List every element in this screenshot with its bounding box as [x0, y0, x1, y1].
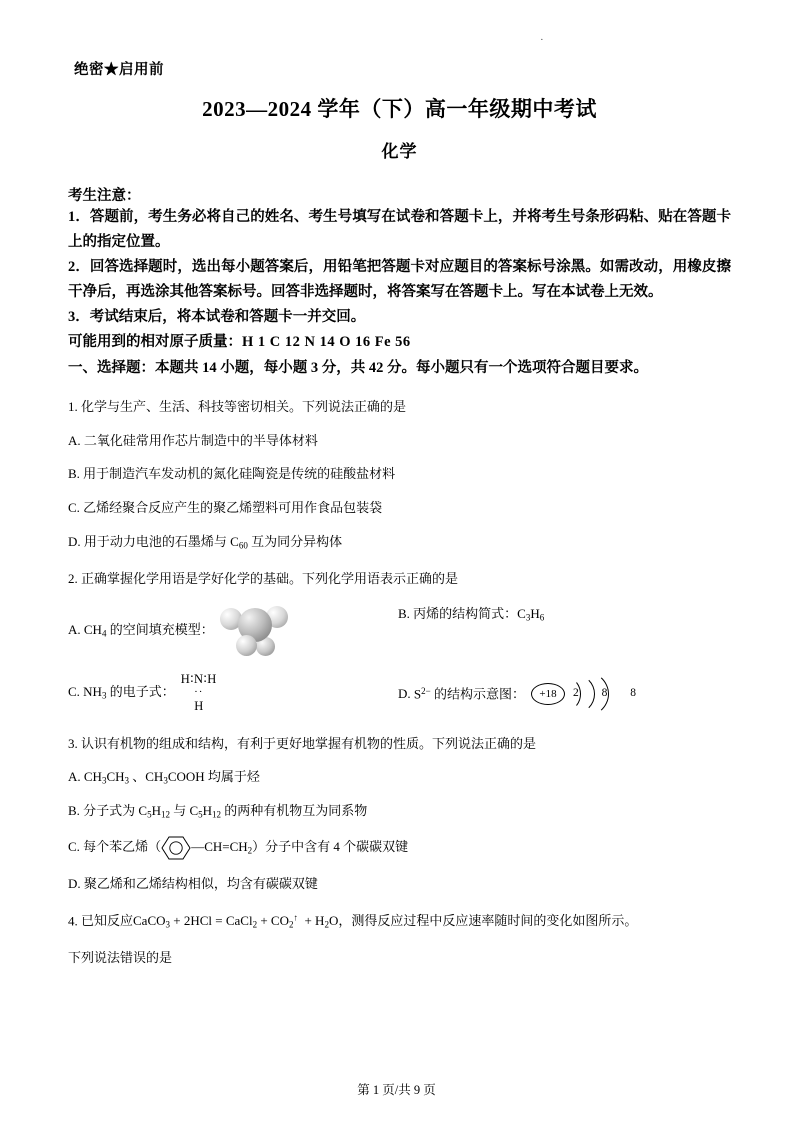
option-label: C.: [68, 500, 80, 516]
question-3-option-b: [68, 801, 731, 822]
option-text: 聚乙烯和乙烯结构相似，均含有碳碳双键: [83, 875, 318, 891]
question-4-text: 已知反应CaCO$_3$ + 2HCl = CaCl$_2$ + $CO_2^↑ + H_2O$，测得反应过程中反应速率随时间的变化如图所示。: [81, 912, 638, 930]
sulfide-ion-structure-diagram-icon: [531, 672, 651, 718]
question-2-option-b: [398, 604, 728, 625]
option-label: B.: [68, 466, 80, 482]
page-title: 2023—2024 学年（下）高一年级期中考试: [202, 97, 597, 121]
option-text: $CH_3CH_3$ 、$CH_3COOH$ 均属于烃: [83, 769, 260, 786]
option-label: D.: [398, 686, 411, 702]
question-2-text: 正确掌握化学用语是学好化学的基础。下列化学用语表示正确的是: [81, 570, 459, 586]
option-label: A.: [68, 432, 81, 448]
question-4-number: 4.: [68, 913, 78, 929]
question-3-option-c: [68, 835, 731, 861]
option-label: C.: [68, 839, 80, 855]
option-text-tail: ）分子中含有 4 个碳碳双键: [252, 839, 409, 855]
option-label: A.: [68, 622, 81, 638]
option-text: 每个苯乙烯（: [79, 839, 162, 855]
page-top-dot-mark: ·: [540, 34, 544, 46]
question-2-option-d: [398, 672, 728, 718]
notice-heading: 考生注意：: [68, 188, 141, 204]
question-2-option-row-2: [68, 672, 731, 718]
option-label: D.: [68, 533, 81, 549]
option-text: 二氧化硅常用作芯片制造中的半导体材料: [83, 432, 318, 448]
question-1-option-a: [68, 431, 731, 452]
question-3-option-d: [68, 874, 731, 895]
option-label: C.: [68, 684, 80, 700]
question-1-text: 化学与生产、生活、科技等密切相关。下列说法正确的是: [81, 398, 407, 414]
question-3-text: 认识有机物的组成和结构，有利于更好地掌握有机物的性质。下列说法正确的是: [81, 735, 537, 751]
question-1-option-c: [68, 498, 731, 519]
question-1-number: 1.: [68, 398, 78, 414]
option-text: $S^{2-}$ 的结构示意图：: [413, 685, 525, 702]
subject-title: 化学: [381, 142, 418, 161]
option-text: 用于动力电池的石墨烯与 $C_{60}$ 互为同分异构体: [83, 533, 343, 551]
option-text: 用于制造汽车发动机的氮化硅陶瓷是传统的硅酸盐材料: [83, 466, 396, 482]
lewis-row-bottom: H: [194, 699, 204, 714]
option-label: A.: [68, 769, 81, 785]
question-4-stem: [68, 911, 731, 932]
lewis-row-top: H∶N∶H: [180, 671, 217, 686]
notice-item-2: 2．回答选择题时，选出每小题答案后，用铅笔把答题卡对应题目的答案标号涂黑。如需改动，用橡皮擦干净后，再选涂其他答案标号。回答非选择题时，将答案写在答题卡上。写在本试卷上无效。: [68, 258, 731, 300]
question-2-option-row-1: [68, 604, 731, 658]
nucleus-charge-label: +18: [531, 683, 565, 705]
question-3-stem: [68, 734, 731, 755]
page-footer: 第 1 页/共 9 页: [357, 1083, 436, 1097]
question-1-option-b: [68, 464, 731, 485]
hydrogen-atom-ball: [236, 635, 257, 656]
styrene-structure-icon: [161, 835, 252, 861]
relative-mass-label: 可能用到的相对原子质量：: [68, 333, 242, 350]
relative-atomic-mass-line: [68, 330, 731, 355]
relative-mass-values: H 1 C 12 N 14 O 16 Fe 56: [242, 333, 411, 350]
option-text: 分子式为 $C_5H_{12}$ 与 $C_5H_{12}$ 的两种有机物互为同系物: [83, 803, 368, 820]
question-1-stem: [68, 397, 731, 418]
section-heading-choice: 一、选择题：本题共 14 小题，每小题 3 分，共 42 分。每小题只有一个选项符合题目要求。: [68, 359, 648, 376]
question-3-number: 3.: [68, 735, 78, 751]
benzene-ring-icon: [161, 835, 191, 861]
shell-electron-counts: 2 8 8: [572, 686, 646, 699]
question-3-option-a: [68, 767, 731, 788]
ch4-space-filling-model-icon: [218, 604, 292, 658]
vinyl-group-label: $—CH=CH_2$: [191, 839, 253, 856]
question-2-number: 2.: [68, 570, 78, 586]
lewis-lone-pair-dots: ··: [194, 686, 204, 699]
option-text: 乙烯经聚合反应产生的聚乙烯塑料可用作食品包装袋: [83, 500, 383, 516]
question-2-option-c: [68, 672, 398, 714]
option-text: $CH_4$ 的空间填充模型：: [83, 622, 214, 639]
notice-item-1: 1．答题前，考生务必将自己的姓名、考生号填写在试卷和答题卡上，并将考生号条形码粘、贴在答题卡上的指定位置。: [68, 209, 731, 250]
question-2-option-a: [68, 604, 398, 658]
option-label: B.: [68, 803, 80, 819]
notice-item-3: 3．考试结束后，将本试卷和答题卡一并交回。: [68, 308, 366, 325]
option-text: 丙烯的结构简式：$C_3H_6$: [413, 605, 545, 622]
option-label: B.: [398, 605, 410, 621]
question-2-stem: [68, 569, 731, 590]
secret-label: 绝密★启用前: [74, 62, 164, 78]
nh3-electron-formula-icon: [181, 672, 217, 714]
option-text: $NH_3$ 的电子式：: [83, 684, 175, 701]
question-1-option-d: [68, 532, 731, 553]
option-label: D.: [68, 875, 81, 891]
question-4-stem-tail: 下列说法错误的是: [68, 949, 173, 965]
